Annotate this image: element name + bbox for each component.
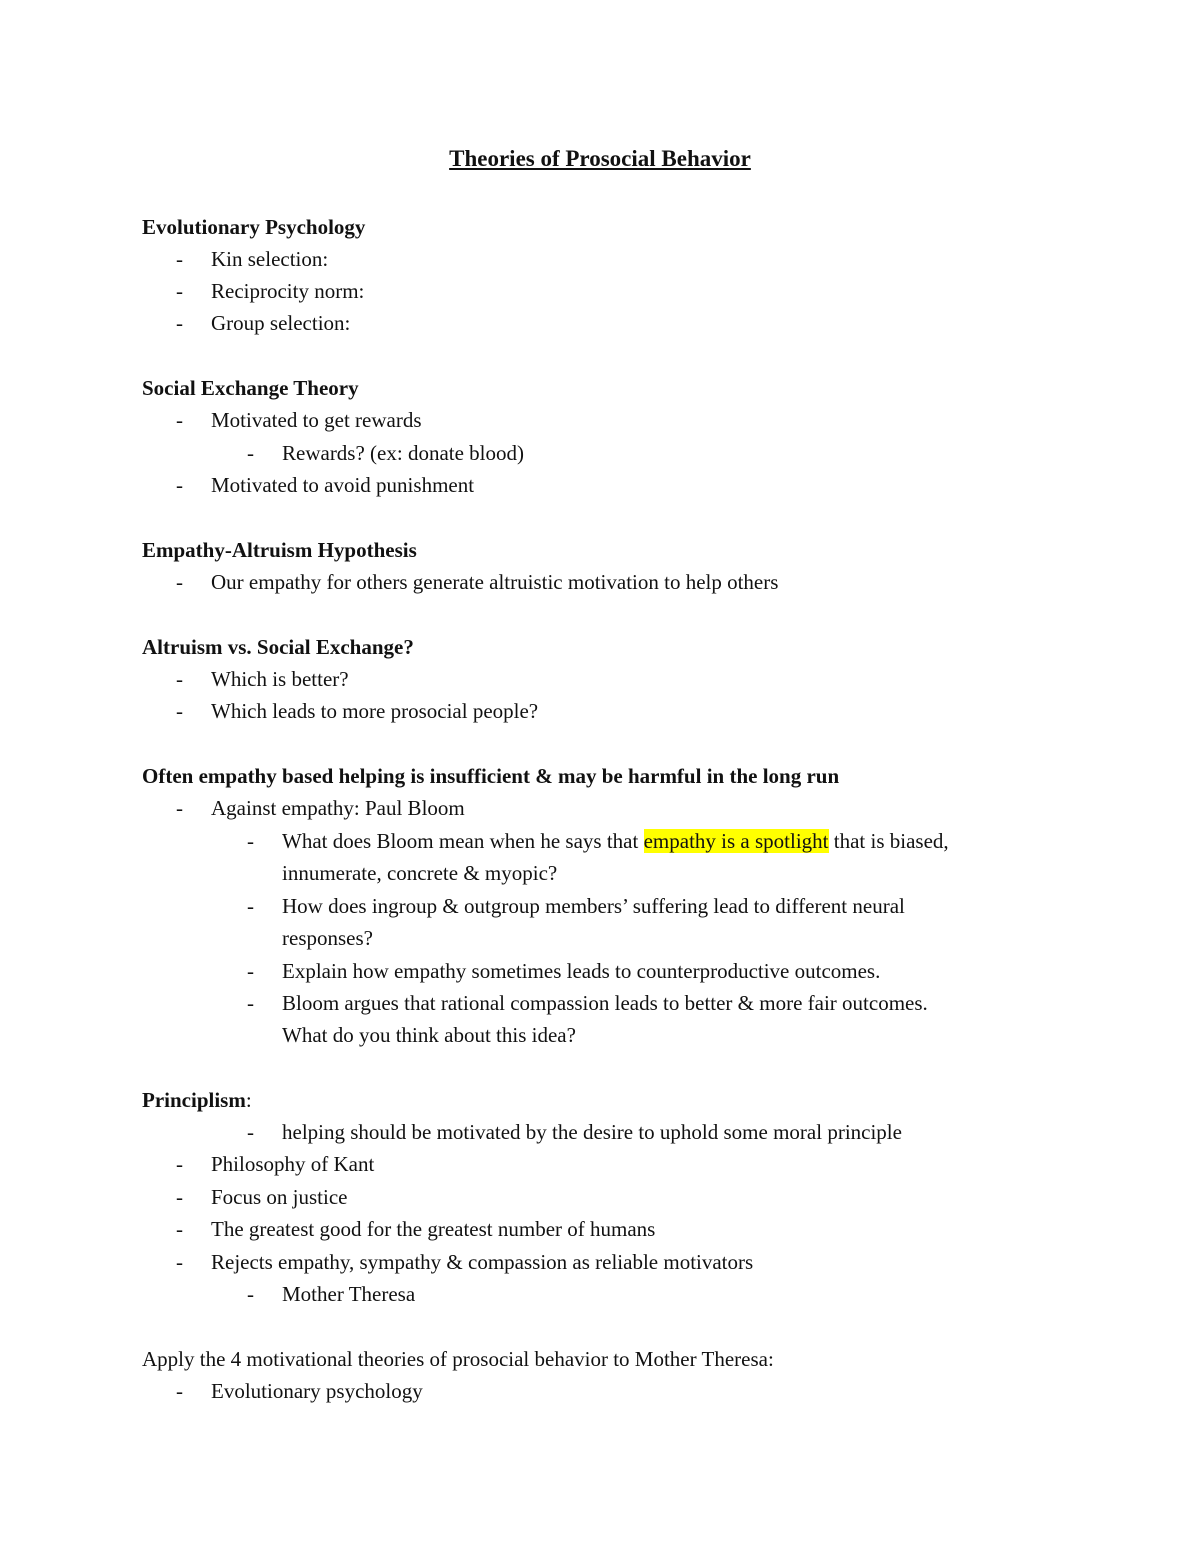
bullet-dash: -: [176, 796, 183, 820]
list-item: Philosophy of Kant: [211, 1152, 375, 1176]
apply-instruction: Apply the 4 motivational theories of prosocial behavior to Mother Theresa:: [142, 1347, 774, 1371]
list-item: Motivated to avoid punishment: [211, 473, 475, 497]
list-item: How does ingroup & outgroup members’ suffering lead to different neural: [282, 894, 905, 918]
list-item: Our empathy for others generate altruistic motivation to help others: [211, 570, 779, 594]
bullet-dash: -: [247, 829, 254, 853]
bullet-dash: -: [176, 247, 183, 271]
bullet-dash: -: [176, 473, 183, 497]
list-item: Motivated to get rewards: [211, 408, 422, 432]
bullet-dash: -: [247, 1120, 254, 1144]
bullet-dash: -: [247, 441, 254, 465]
section-heading-altruism-vs-social-exchange: Altruism vs. Social Exchange?: [142, 635, 414, 659]
list-item: helping should be motivated by the desire to uphold some moral principle: [282, 1120, 902, 1144]
list-item: Which is better?: [211, 667, 349, 691]
section-heading-principlism-row: [142, 1084, 252, 1116]
bullet-dash: -: [176, 570, 183, 594]
bullet-dash: -: [176, 1217, 183, 1241]
list-item: Bloom argues that rational compassion leads to better & more fair outcomes.: [282, 991, 928, 1015]
list-item: Mother Theresa: [282, 1282, 416, 1306]
bullet-dash: -: [176, 1185, 183, 1209]
list-item: Group selection:: [211, 311, 351, 335]
list-item: Evolutionary psychology: [211, 1379, 423, 1403]
highlighted-text: empathy is a spotlight: [643, 829, 829, 853]
list-item: Explain how empathy sometimes leads to counterproductive outcomes.: [282, 959, 881, 983]
section-heading-principlism: Principlism: [142, 1088, 246, 1112]
text-segment: that is biased,: [828, 829, 949, 853]
list-item-continuation: innumerate, concrete & myopic?: [282, 861, 558, 885]
section-heading-evolutionary-psychology: Evolutionary Psychology: [142, 215, 366, 239]
page-title: Theories of Prosocial Behavior: [449, 146, 751, 171]
bullet-dash: -: [176, 699, 183, 723]
section-heading-empathy-altruism: Empathy-Altruism Hypothesis: [142, 538, 417, 562]
bullet-dash: -: [247, 991, 254, 1015]
list-item: Against empathy: Paul Bloom: [211, 796, 465, 820]
list-item: Focus on justice: [211, 1185, 348, 1209]
bullet-dash: -: [176, 1250, 183, 1274]
list-item: Rejects empathy, sympathy & compassion as reliable motivators: [211, 1250, 754, 1274]
list-item: Reciprocity norm:: [211, 279, 365, 303]
bullet-dash: -: [176, 279, 183, 303]
list-item: The greatest good for the greatest number of humans: [211, 1217, 656, 1241]
section-heading-social-exchange-theory: Social Exchange Theory: [142, 376, 359, 400]
bullet-dash: -: [176, 1152, 183, 1176]
bullet-dash: -: [176, 311, 183, 335]
text-segment: What does Bloom mean when he says that: [282, 829, 644, 853]
bullet-dash: -: [176, 667, 183, 691]
list-item: Rewards? (ex: donate blood): [282, 441, 525, 465]
list-item: Which leads to more prosocial people?: [211, 699, 539, 723]
bullet-dash: -: [247, 894, 254, 918]
bullet-dash: -: [176, 1379, 183, 1403]
bullet-dash: -: [176, 408, 183, 432]
list-item-continuation: What do you think about this idea?: [282, 1023, 576, 1047]
list-item-question-spotlight: [282, 825, 949, 857]
bullet-dash: -: [247, 1282, 254, 1306]
section-heading-often-empathy: Often empathy based helping is insufficient & may be harmful in the long run: [142, 764, 840, 788]
list-item: Kin selection:: [211, 247, 329, 271]
list-item-continuation: responses?: [282, 926, 373, 950]
bullet-dash: -: [247, 959, 254, 983]
heading-colon: :: [245, 1088, 252, 1112]
